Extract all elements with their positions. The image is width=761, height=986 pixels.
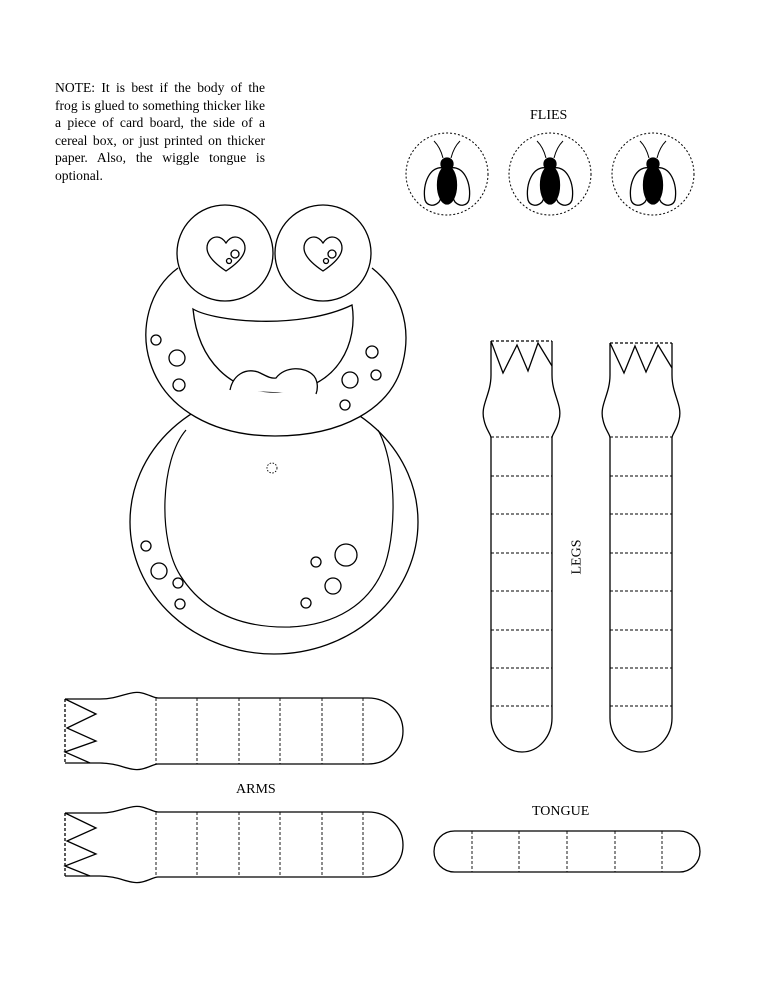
fly-cutout-2 <box>509 133 591 215</box>
flies-label: FLIES <box>530 108 568 123</box>
instructions-note: NOTE: It is best if the body of the frog is glued to something thicker like a piece of card board, the side of a cereal box, or just printed on thicker paper. Also, the wiggle tongue is optional. <box>55 80 265 183</box>
tongue-label: TONGUE <box>532 804 590 819</box>
arm-cutout-1 <box>65 692 403 769</box>
legs-label: LEGS <box>569 539 585 575</box>
arm-cutout-2 <box>65 806 403 882</box>
tongue-cutout <box>434 831 700 872</box>
frog-head-cutout <box>146 205 406 436</box>
fly-cutout-1 <box>406 133 488 215</box>
fly-cutout-3 <box>612 133 694 215</box>
arms-label: ARMS <box>236 782 276 797</box>
leg-cutout-2 <box>602 343 680 752</box>
leg-cutout-1 <box>483 341 560 752</box>
